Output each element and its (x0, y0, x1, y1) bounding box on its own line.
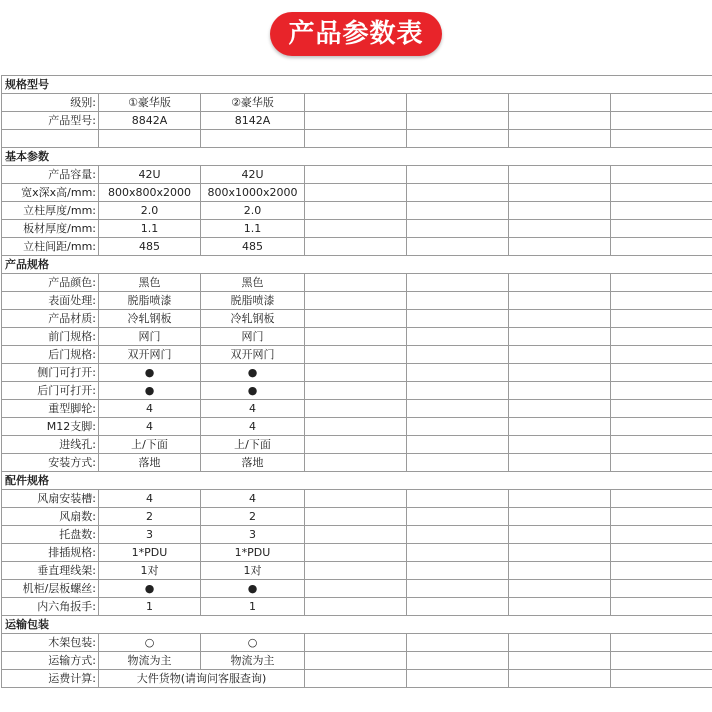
empty-cell (305, 94, 407, 112)
section-heading: 配件规格 (2, 472, 712, 490)
empty-cell (407, 670, 509, 688)
empty-cell (305, 670, 407, 688)
spec-table (1, 75, 712, 688)
empty-cell (305, 274, 407, 292)
empty-cell (611, 454, 712, 472)
spec-value: 网门 (99, 328, 201, 346)
spec-value: 2 (99, 508, 201, 526)
empty-cell (407, 382, 509, 400)
spec-label: 前门规格: (2, 328, 99, 346)
section-heading: 基本参数 (2, 148, 712, 166)
empty-cell (305, 652, 407, 670)
section-header-row (2, 256, 712, 274)
spec-label: 侧门可打开: (2, 364, 99, 382)
empty-cell (509, 418, 611, 436)
empty-cell (305, 400, 407, 418)
spec-value: 脱脂喷漆 (99, 292, 201, 310)
spec-value: 4 (201, 400, 305, 418)
spec-value: 1.1 (201, 220, 305, 238)
empty-cell (407, 526, 509, 544)
empty-cell (407, 274, 509, 292)
empty-cell (305, 454, 407, 472)
spec-value: 1*PDU (201, 544, 305, 562)
spec-value: 1*PDU (99, 544, 201, 562)
spec-row (2, 364, 712, 382)
spec-row (2, 634, 712, 652)
empty-cell (611, 544, 712, 562)
empty-cell (305, 364, 407, 382)
empty-cell (611, 364, 712, 382)
spec-value: 4 (99, 490, 201, 508)
empty-cell (611, 220, 712, 238)
spec-label: 宽x深x高/mm: (2, 184, 99, 202)
empty-cell (509, 670, 611, 688)
section-heading: 产品规格 (2, 256, 712, 274)
spec-value: 42U (201, 166, 305, 184)
empty-cell (407, 562, 509, 580)
spec-value: 4 (99, 400, 201, 418)
spec-value: 8142A (201, 112, 305, 130)
empty-cell (407, 238, 509, 256)
spec-value: 8842A (99, 112, 201, 130)
spec-value: ● (99, 364, 201, 382)
empty-cell (509, 652, 611, 670)
spec-row (2, 238, 712, 256)
spec-value: ①豪华版 (99, 94, 201, 112)
empty-cell (305, 508, 407, 526)
empty-cell (611, 274, 712, 292)
section-header-row (2, 148, 712, 166)
spec-value: ● (201, 382, 305, 400)
empty-cell (611, 202, 712, 220)
spec-label: 后门可打开: (2, 382, 99, 400)
spec-value: 3 (99, 526, 201, 544)
spec-value (201, 130, 305, 148)
spec-row (2, 400, 712, 418)
spec-value: 2.0 (99, 202, 201, 220)
empty-cell (611, 598, 712, 616)
empty-cell (611, 328, 712, 346)
spec-row (2, 490, 712, 508)
empty-cell (407, 184, 509, 202)
empty-cell (611, 490, 712, 508)
spec-row (2, 598, 712, 616)
empty-cell (407, 436, 509, 454)
empty-cell (305, 346, 407, 364)
empty-cell (509, 598, 611, 616)
spec-row (2, 454, 712, 472)
empty-cell (611, 634, 712, 652)
empty-cell (509, 238, 611, 256)
spec-label: 风扇数: (2, 508, 99, 526)
empty-cell (407, 202, 509, 220)
spec-value: 1对 (99, 562, 201, 580)
empty-cell (509, 346, 611, 364)
spec-row (2, 418, 712, 436)
empty-cell (305, 184, 407, 202)
spec-value: 2 (201, 508, 305, 526)
empty-cell (509, 202, 611, 220)
empty-cell (509, 382, 611, 400)
spec-label: 机柜/层板螺丝: (2, 580, 99, 598)
spec-row (2, 544, 712, 562)
empty-cell (305, 490, 407, 508)
spec-row (2, 202, 712, 220)
spec-value: ○ (201, 634, 305, 652)
empty-cell (509, 544, 611, 562)
spec-row (2, 382, 712, 400)
spec-label: 产品材质: (2, 310, 99, 328)
empty-cell (407, 94, 509, 112)
spec-row (2, 346, 712, 364)
empty-cell (407, 400, 509, 418)
empty-cell (305, 562, 407, 580)
empty-cell (509, 562, 611, 580)
empty-cell (611, 382, 712, 400)
spec-label: 风扇安装槽: (2, 490, 99, 508)
spec-row (2, 220, 712, 238)
freight-value: 大件货物(请询问客服查询) (99, 670, 305, 688)
spec-label: 内六角扳手: (2, 598, 99, 616)
empty-cell (407, 328, 509, 346)
empty-cell (305, 166, 407, 184)
empty-cell (407, 166, 509, 184)
spec-label: 产品容量: (2, 166, 99, 184)
spec-label: 后门规格: (2, 346, 99, 364)
empty-cell (305, 418, 407, 436)
empty-cell (305, 112, 407, 130)
empty-cell (611, 238, 712, 256)
empty-cell (611, 166, 712, 184)
empty-cell (611, 112, 712, 130)
spec-value: 1 (99, 598, 201, 616)
spec-label: 立柱间距/mm: (2, 238, 99, 256)
empty-cell (509, 220, 611, 238)
spec-label: 安装方式: (2, 454, 99, 472)
empty-cell (509, 166, 611, 184)
spec-value: 485 (99, 238, 201, 256)
spec-value: 冷轧钢板 (201, 310, 305, 328)
empty-cell (305, 220, 407, 238)
spec-value: 800x800x2000 (99, 184, 201, 202)
spec-value: 42U (99, 166, 201, 184)
spec-value: 4 (201, 490, 305, 508)
spec-value: 1 (201, 598, 305, 616)
spec-label: 产品颜色: (2, 274, 99, 292)
spec-value: ○ (99, 634, 201, 652)
spec-row (2, 112, 712, 130)
empty-cell (509, 436, 611, 454)
spec-row (2, 292, 712, 310)
spec-value: 1对 (201, 562, 305, 580)
empty-cell (611, 400, 712, 418)
spec-value: 上/下面 (99, 436, 201, 454)
section-heading: 运输包装 (2, 616, 712, 634)
empty-cell (407, 292, 509, 310)
empty-cell (509, 490, 611, 508)
spec-label: 板材厚度/mm: (2, 220, 99, 238)
empty-cell (305, 328, 407, 346)
section-header-row (2, 76, 712, 94)
spec-label: 产品型号: (2, 112, 99, 130)
spec-label (2, 130, 99, 148)
empty-cell (509, 328, 611, 346)
spec-row (2, 274, 712, 292)
empty-cell (407, 220, 509, 238)
spec-value: 黑色 (201, 274, 305, 292)
spec-value: 黑色 (99, 274, 201, 292)
spec-value: 上/下面 (201, 436, 305, 454)
empty-cell (407, 598, 509, 616)
empty-cell (305, 526, 407, 544)
empty-cell (509, 292, 611, 310)
spec-label: 排插规格: (2, 544, 99, 562)
spec-value: 800x1000x2000 (201, 184, 305, 202)
empty-cell (611, 670, 712, 688)
empty-cell (407, 310, 509, 328)
spec-value: 4 (99, 418, 201, 436)
empty-cell (509, 130, 611, 148)
empty-cell (509, 454, 611, 472)
spec-value: 物流为主 (99, 652, 201, 670)
spec-value: 1.1 (99, 220, 201, 238)
empty-cell (509, 634, 611, 652)
spec-value: 485 (201, 238, 305, 256)
section-heading: 规格型号 (2, 76, 712, 94)
freight-label: 运费计算: (2, 670, 99, 688)
empty-cell (407, 544, 509, 562)
empty-cell (509, 400, 611, 418)
empty-cell (509, 580, 611, 598)
spec-row (2, 310, 712, 328)
empty-cell (305, 544, 407, 562)
spec-value: 物流为主 (201, 652, 305, 670)
empty-cell (509, 274, 611, 292)
empty-cell (407, 418, 509, 436)
spec-label: 级别: (2, 94, 99, 112)
spec-row (2, 508, 712, 526)
page-title: 产品参数表 (270, 12, 441, 56)
empty-cell (407, 580, 509, 598)
empty-cell (407, 634, 509, 652)
empty-cell (305, 436, 407, 454)
spec-value: ②豪华版 (201, 94, 305, 112)
empty-cell (611, 184, 712, 202)
spec-value: 网门 (201, 328, 305, 346)
empty-cell (611, 292, 712, 310)
spec-row (2, 166, 712, 184)
spec-value: 落地 (201, 454, 305, 472)
empty-cell (611, 346, 712, 364)
spec-row (2, 130, 712, 148)
empty-cell (305, 598, 407, 616)
empty-cell (407, 346, 509, 364)
spec-label: 进线孔: (2, 436, 99, 454)
spec-label: 运输方式: (2, 652, 99, 670)
spec-value: ● (99, 580, 201, 598)
spec-label: 托盘数: (2, 526, 99, 544)
spec-value: 双开网门 (99, 346, 201, 364)
spec-label: 垂直理线架: (2, 562, 99, 580)
spec-label: M12支脚: (2, 418, 99, 436)
title-banner (0, 12, 712, 56)
spec-row (2, 436, 712, 454)
empty-cell (509, 364, 611, 382)
empty-cell (305, 130, 407, 148)
empty-cell (407, 490, 509, 508)
empty-cell (611, 436, 712, 454)
empty-cell (509, 526, 611, 544)
empty-cell (305, 202, 407, 220)
spec-row (2, 184, 712, 202)
spec-label: 木架包装: (2, 634, 99, 652)
spec-value: 双开网门 (201, 346, 305, 364)
empty-cell (305, 634, 407, 652)
spec-value: ● (201, 364, 305, 382)
section-header-row (2, 472, 712, 490)
empty-cell (407, 364, 509, 382)
empty-cell (305, 292, 407, 310)
spec-value: 4 (201, 418, 305, 436)
empty-cell (305, 310, 407, 328)
spec-value: 冷轧钢板 (99, 310, 201, 328)
empty-cell (611, 130, 712, 148)
section-header-row (2, 616, 712, 634)
spec-label: 立柱厚度/mm: (2, 202, 99, 220)
spec-value: 3 (201, 526, 305, 544)
empty-cell (305, 382, 407, 400)
empty-cell (611, 310, 712, 328)
empty-cell (407, 454, 509, 472)
spec-row (2, 94, 712, 112)
spec-value (99, 130, 201, 148)
spec-value: 脱脂喷漆 (201, 292, 305, 310)
empty-cell (509, 112, 611, 130)
spec-row (2, 328, 712, 346)
empty-cell (611, 580, 712, 598)
empty-cell (611, 526, 712, 544)
spec-value: 2.0 (201, 202, 305, 220)
spec-value: ● (99, 382, 201, 400)
spec-value: ● (201, 580, 305, 598)
empty-cell (611, 508, 712, 526)
empty-cell (305, 238, 407, 256)
spec-row (2, 580, 712, 598)
empty-cell (611, 652, 712, 670)
empty-cell (407, 130, 509, 148)
empty-cell (509, 508, 611, 526)
empty-cell (407, 652, 509, 670)
empty-cell (407, 508, 509, 526)
spec-row (2, 526, 712, 544)
empty-cell (611, 418, 712, 436)
empty-cell (305, 580, 407, 598)
spec-row-freight (2, 670, 712, 688)
spec-value: 落地 (99, 454, 201, 472)
spec-label: 表面处理: (2, 292, 99, 310)
spec-row (2, 652, 712, 670)
spec-row (2, 562, 712, 580)
empty-cell (407, 112, 509, 130)
empty-cell (611, 94, 712, 112)
empty-cell (509, 94, 611, 112)
empty-cell (611, 562, 712, 580)
spec-label: 重型脚轮: (2, 400, 99, 418)
empty-cell (509, 310, 611, 328)
empty-cell (509, 184, 611, 202)
